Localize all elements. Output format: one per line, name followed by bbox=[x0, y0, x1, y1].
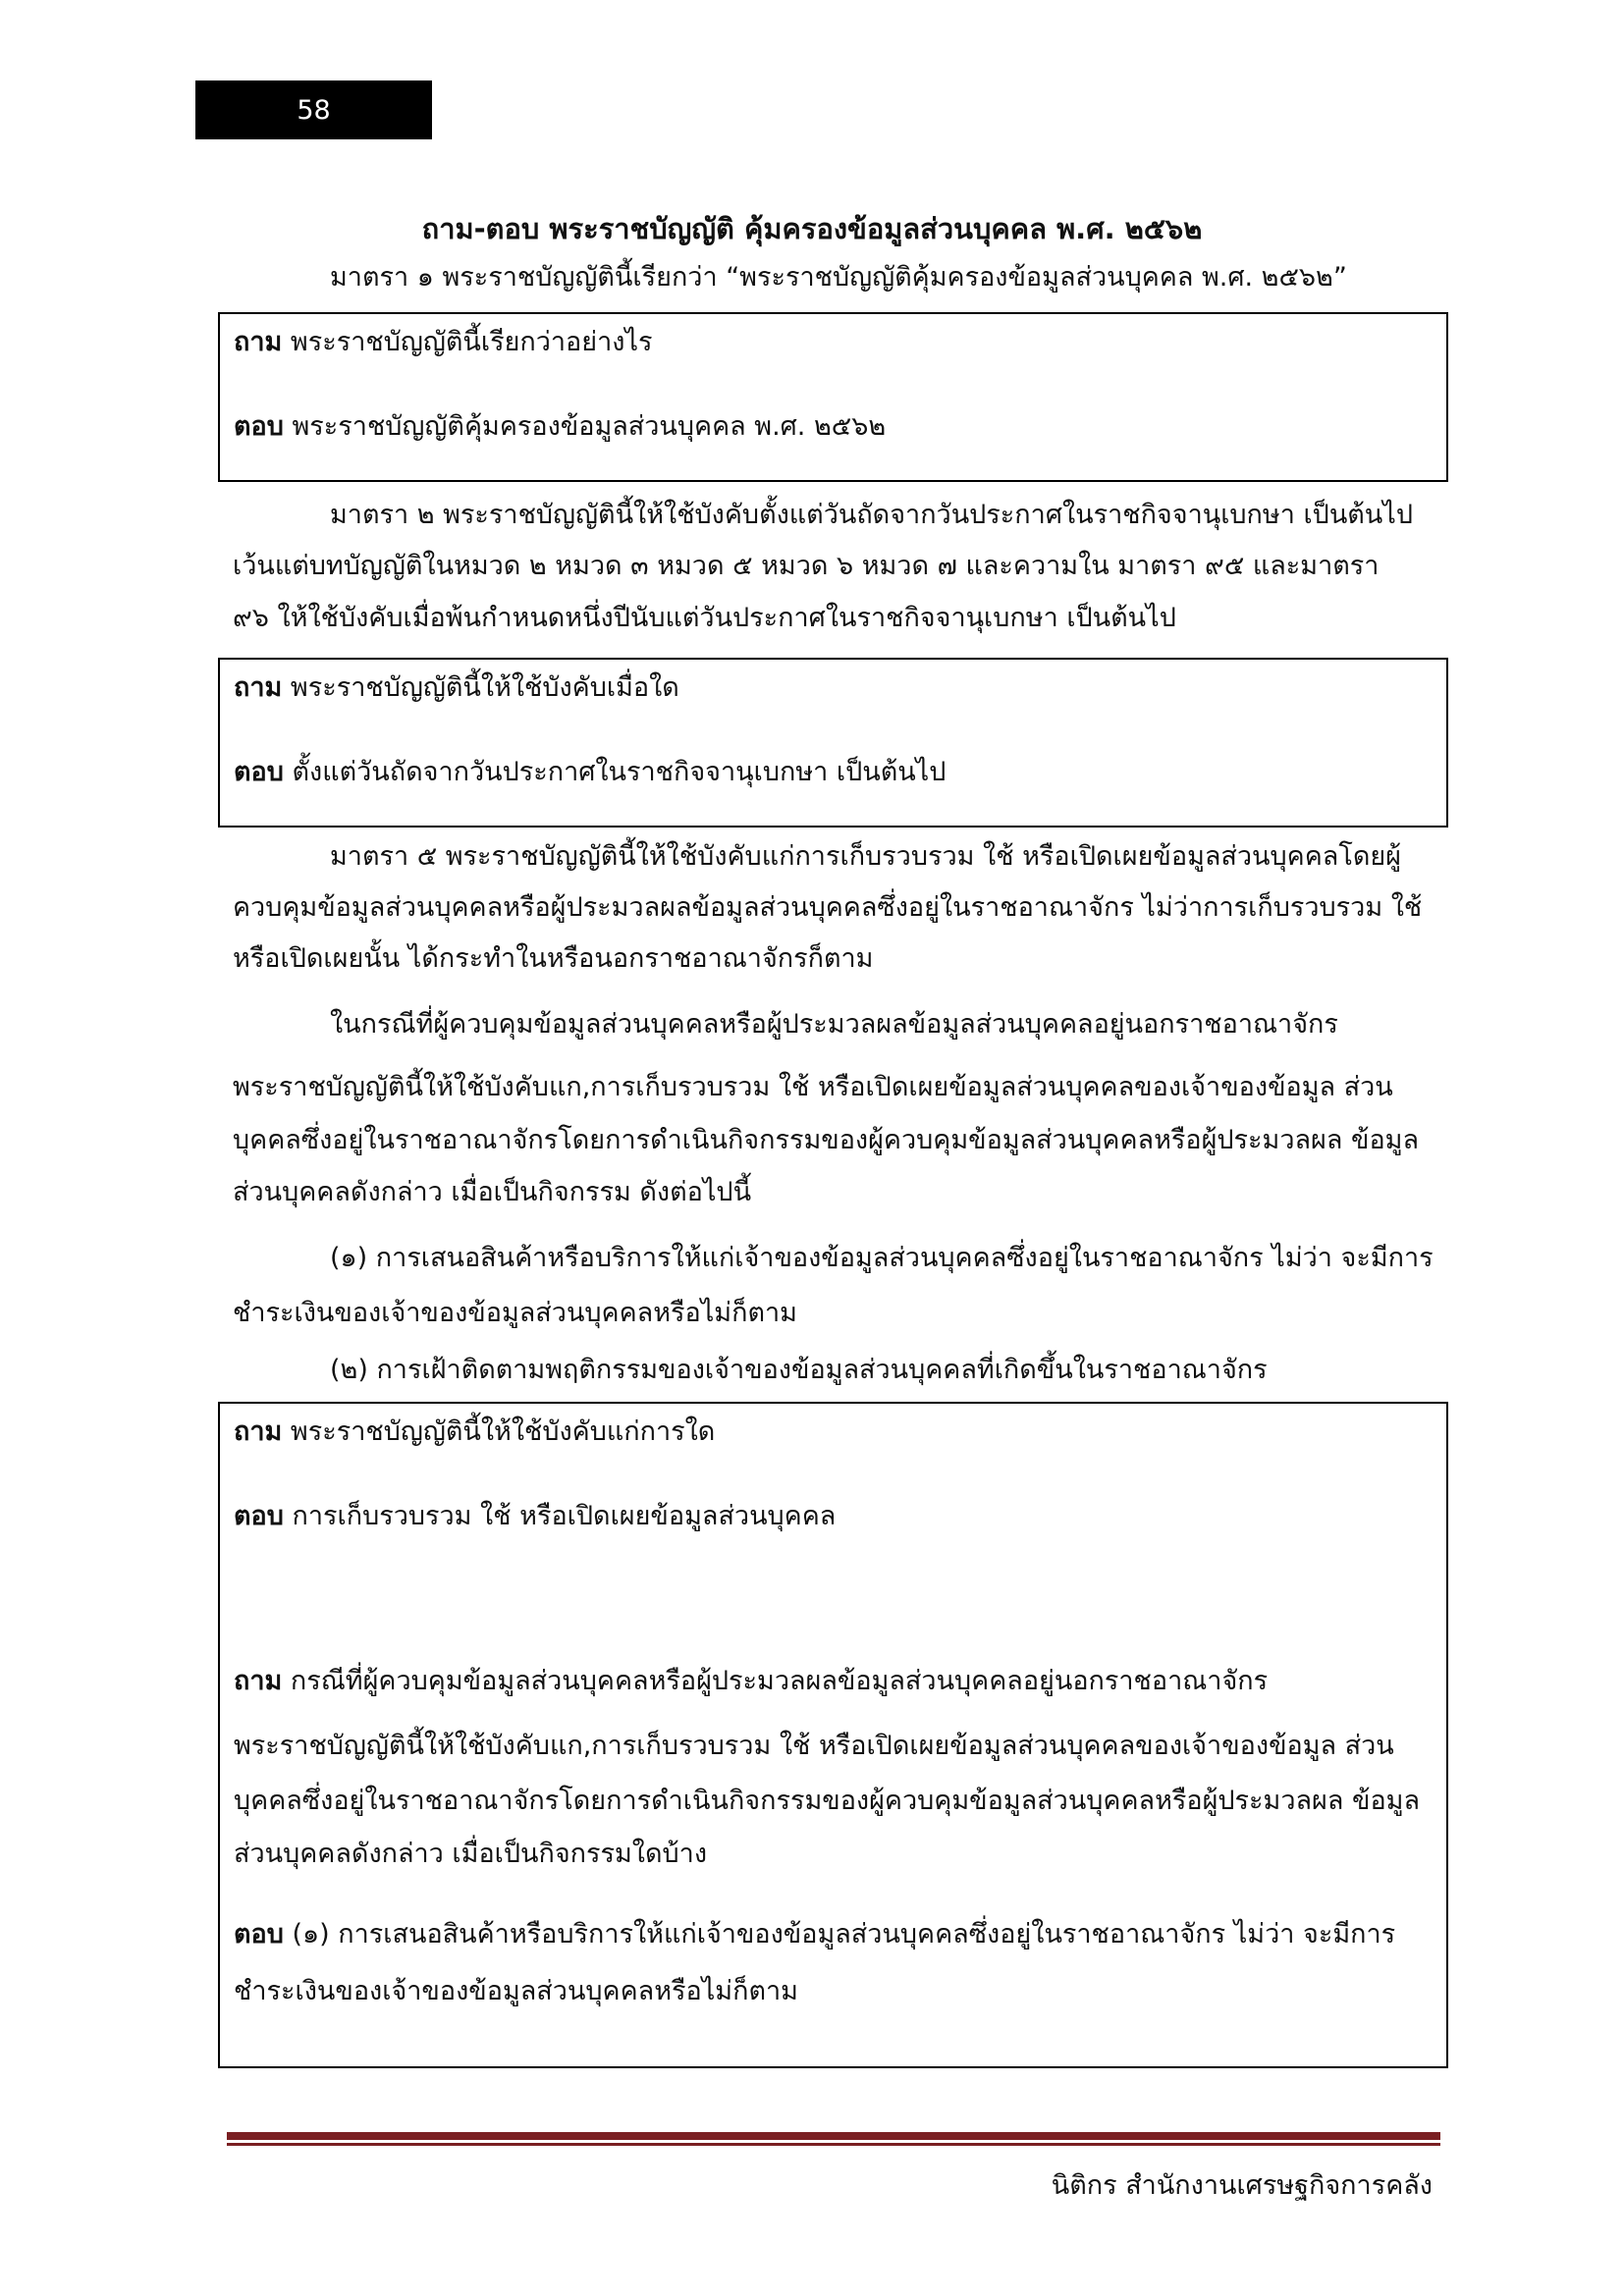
footer-text: นิติกร สำนักงานเศรษฐกิจการคลัง bbox=[1051, 2170, 1433, 2201]
section-5-para2-line: พระราชบัญญัตินี้ให้ใช้บังคับแก,การเก็บรวบรวม ใช้ หรือเปิดเผยข้อมูลส่วนบุคคลของเจ้าของข้อมูล ส่วน bbox=[233, 1072, 1393, 1102]
section-5-line: ควบคุมข้อมูลส่วนบุคคลหรือผู้ประมวลผลข้อมูลส่วนบุคคลซึ่งอยู่ในราชอาณาจักร ไม่ว่าการเก็บรวบรวม ใช้ bbox=[233, 892, 1423, 923]
answer-4-line: ชำระเงินของเจ้าของข้อมูลส่วนบุคคลหรือไม่ก็ตาม bbox=[234, 1976, 798, 2006]
section-5-para2-line: ในกรณีที่ผู้ควบคุมข้อมูลส่วนบุคคลหรือผู้ประมวลผลข้อมูลส่วนบุคคลอยู่นอกราชอาณาจักร bbox=[330, 1009, 1338, 1040]
question-4-line: ส่วนบุคคลดังกล่าว เมื่อเป็นกิจกรรมใดบ้าง bbox=[234, 1839, 708, 1869]
question-text: กรณีที่ผู้ควบคุมข้อมูลส่วนบุคคลหรือผู้ประมวลผลข้อมูลส่วนบุคคลอยู่นอกราชอาณาจักร bbox=[290, 1666, 1269, 1696]
question-label: ถาม bbox=[234, 672, 283, 703]
section-1-text: มาตรา ๑ พระราชบัญญัตินี้เรียกว่า “พระราชบัญญัติคุ้มครองข้อมูลส่วนบุคคล พ.ศ. ๒๕๖๒” bbox=[330, 262, 1347, 293]
question-4-line: พระราชบัญญัตินี้ให้ใช้บังคับแก,การเก็บรวบรวม ใช้ หรือเปิดเผยข้อมูลส่วนบุคคลของเจ้าของข้อมูล ส่วน bbox=[234, 1731, 1394, 1761]
answer-4 bbox=[234, 1916, 1395, 1953]
question-1 bbox=[234, 324, 653, 361]
answer-label: ตอบ bbox=[234, 411, 284, 442]
question-text: พระราชบัญญัตินี้ให้ใช้บังคับแก่การใด bbox=[290, 1416, 716, 1447]
answer-1 bbox=[234, 408, 886, 446]
question-label: ถาม bbox=[234, 1666, 283, 1696]
question-2 bbox=[234, 669, 679, 707]
section-2-line: มาตรา ๒ พระราชบัญญัตินี้ให้ใช้บังคับตั้งแต่วันถัดจากวันประกาศในราชกิจจานุเบกษา เป็นต้นไป bbox=[330, 500, 1413, 530]
answer-text: การเก็บรวบรวม ใช้ หรือเปิดเผยข้อมูลส่วนบุคคล bbox=[292, 1501, 837, 1531]
answer-3 bbox=[234, 1498, 836, 1535]
question-3 bbox=[234, 1414, 715, 1451]
question-4 bbox=[234, 1663, 1268, 1700]
answer-text: พระราชบัญญัติคุ้มครองข้อมูลส่วนบุคคล พ.ศ. ๒๕๖๒ bbox=[292, 411, 887, 442]
qa-box-3 bbox=[218, 1402, 1448, 2068]
section-5-para2-line: บุคคลซึ่งอยู่ในราชอาณาจักรโดยการดำเนินกิจกรรมของผู้ควบคุมข้อมูลส่วนบุคคลหรือผู้ประมวลผล ข้อมูล bbox=[233, 1125, 1420, 1155]
answer-2 bbox=[234, 754, 946, 791]
section-5-item-1: (๑) การเสนอสินค้าหรือบริการให้แก่เจ้าของข้อมูลส่วนบุคคลซึ่งอยู่ในราชอาณาจักร ไม่ว่า จะมีการ bbox=[330, 1243, 1434, 1273]
section-5-para2-line: ส่วนบุคคลดังกล่าว เมื่อเป็นกิจกรรม ดังต่อไปนี้ bbox=[233, 1177, 752, 1207]
footer-divider bbox=[227, 2132, 1440, 2140]
question-label: ถาม bbox=[234, 327, 283, 357]
page-number: 58 bbox=[195, 80, 432, 139]
section-5-item-1-cont: ชำระเงินของเจ้าของข้อมูลส่วนบุคคลหรือไม่ก็ตาม bbox=[233, 1298, 797, 1328]
question-4-line: บุคคลซึ่งอยู่ในราชอาณาจักรโดยการดำเนินกิจกรรมของผู้ควบคุมข้อมูลส่วนบุคคลหรือผู้ประมวลผล ข้อมูล bbox=[234, 1786, 1421, 1816]
section-5-item-2: (๒) การเฝ้าติดตามพฤติกรรมของเจ้าของข้อมูลส่วนบุคคลที่เกิดขึ้นในราชอาณาจักร bbox=[330, 1355, 1268, 1385]
question-text: พระราชบัญญัตินี้เรียกว่าอย่างไร bbox=[290, 327, 653, 357]
section-2-line: เว้นแต่บทบัญญัติในหมวด ๒ หมวด ๓ หมวด ๕ หมวด ๖ หมวด ๗ และความใน มาตรา ๙๕ และมาตรา bbox=[233, 551, 1380, 581]
answer-label: ตอบ bbox=[234, 757, 284, 787]
question-label: ถาม bbox=[234, 1416, 283, 1447]
footer-divider-thin bbox=[227, 2143, 1440, 2146]
qa-box-1 bbox=[218, 312, 1448, 482]
answer-label: ตอบ bbox=[234, 1501, 284, 1531]
qa-box-2 bbox=[218, 658, 1448, 828]
page-title: ถาม-ตอบ พระราชบัญญัติ คุ้มครองข้อมูลส่วนบุคคล พ.ศ. ๒๕๖๒ bbox=[421, 212, 1203, 245]
section-5-line: มาตรา ๕ พระราชบัญญัตินี้ให้ใช้บังคับแก่การเก็บรวบรวม ใช้ หรือเปิดเผยข้อมูลส่วนบุคคลโดยผู้ bbox=[330, 841, 1401, 872]
section-5-line: หรือเปิดเผยนั้น ได้กระทำในหรือนอกราชอาณาจักรก็ตาม bbox=[233, 943, 874, 974]
question-text: พระราชบัญญัตินี้ให้ใช้บังคับเมื่อใด bbox=[290, 672, 679, 703]
answer-label: ตอบ bbox=[234, 1919, 284, 1949]
answer-text: (๑) การเสนอสินค้าหรือบริการให้แก่เจ้าของข้อมูลส่วนบุคคลซึ่งอยู่ในราชอาณาจักร ไม่ว่า จะมีการ bbox=[292, 1919, 1396, 1949]
section-2-line: ๙๖ ให้ใช้บังคับเมื่อพ้นกำหนดหนึ่งปีนับแต่วันประกาศในราชกิจจานุเบกษา เป็นต้นไป bbox=[233, 603, 1176, 633]
answer-text: ตั้งแต่วันถัดจากวันประกาศในราชกิจจานุเบกษา เป็นต้นไป bbox=[292, 757, 947, 787]
